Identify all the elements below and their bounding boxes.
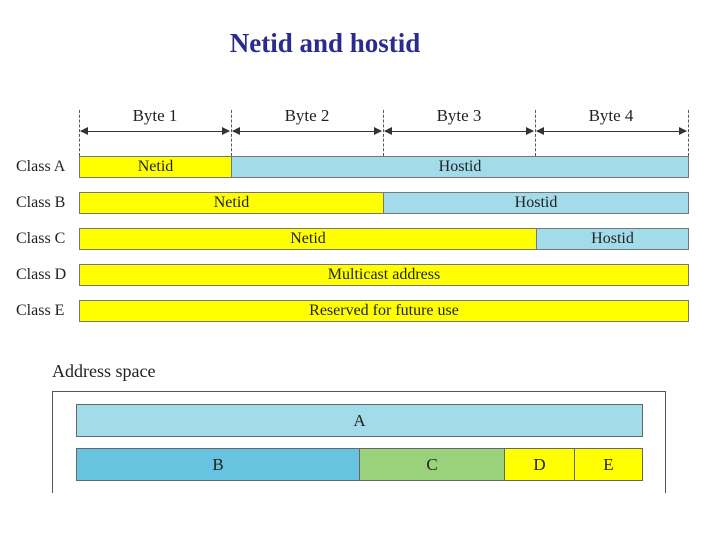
byte-label-3: Byte 3 xyxy=(436,106,482,125)
byte-3-span-arrow xyxy=(385,131,533,132)
class-c-label: Class C xyxy=(16,230,66,247)
space-segment-b: B xyxy=(76,448,360,481)
class-d-multicast: Multicast address xyxy=(79,264,689,286)
page-title: Netid and hostid xyxy=(229,28,421,58)
address-space-title: Address space xyxy=(52,361,156,381)
byte-label-4: Byte 4 xyxy=(588,106,634,125)
class-b-label: Class B xyxy=(16,194,66,211)
byte-1-span-arrow xyxy=(81,131,229,132)
space-segment-c: C xyxy=(359,448,505,481)
byte-2-span-arrow xyxy=(233,131,381,132)
class-e-label: Class E xyxy=(16,302,65,319)
space-segment-e: E xyxy=(574,448,643,481)
class-e-reserved: Reserved for future use xyxy=(79,300,689,322)
class-a-hostid: Hostid xyxy=(231,156,689,178)
class-a-netid: Netid xyxy=(79,156,232,178)
class-a-label: Class A xyxy=(16,158,66,175)
byte-4-span-arrow xyxy=(537,131,686,132)
class-b-netid: Netid xyxy=(79,192,384,214)
class-b-hostid: Hostid xyxy=(383,192,689,214)
space-segment-d: D xyxy=(504,448,575,481)
byte-label-2: Byte 2 xyxy=(284,106,330,125)
class-c-netid: Netid xyxy=(79,228,537,250)
class-c-hostid: Hostid xyxy=(536,228,689,250)
class-d-label: Class D xyxy=(16,266,67,283)
space-segment-a: A xyxy=(76,404,643,437)
byte-label-1: Byte 1 xyxy=(132,106,178,125)
byte-divider xyxy=(688,110,689,156)
